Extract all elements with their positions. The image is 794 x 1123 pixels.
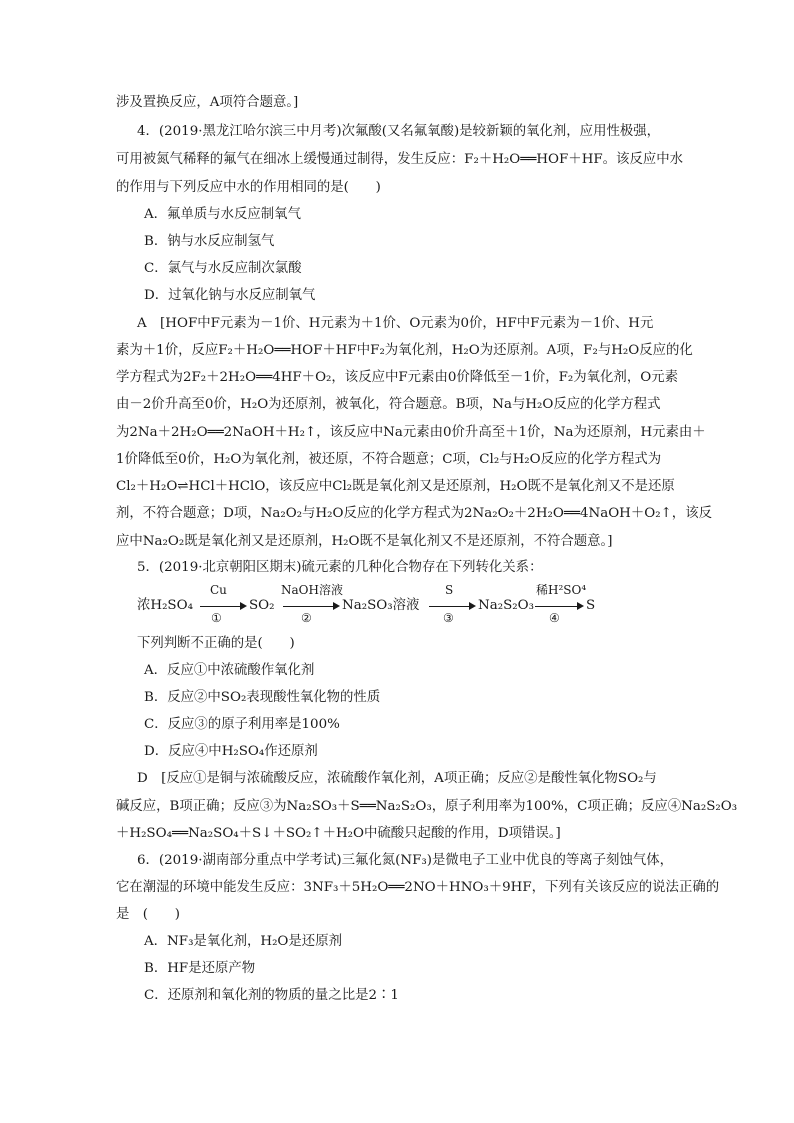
text-line: 剂，不符合题意；D项，Na₂O₂与H₂O反应的化学方程式为2Na₂O₂＋2H₂O══4NaOH＋O₂↑，该反 [116,506,712,521]
arrow-1 [200,606,240,607]
text-line: 涉及置换反应，A项符合题意。] [116,95,299,110]
scheme-start: 浓H₂SO₄ [137,598,193,613]
option-b: B．反应②中SO₂表现酸性氧化物的性质 [144,690,381,705]
question-5-prompt: 下列判断不正确的是( ) [137,636,295,651]
option-d: D．反应④中H₂SO₄作还原剂 [144,744,318,759]
arrow-3-head [469,602,476,610]
arrow-1-below: ① [211,611,222,625]
scheme-product-1: SO₂ [249,598,275,613]
arrow-3-above: S [445,583,454,597]
text-line: Cl₂＋H₂O⇌HCl＋HClO，该反应中Cl₂既是氧化剂又是还原剂，H₂O既不是氧化剂又不是还原 [116,479,675,494]
answer-4: A [HOF中F元素为－1价、H元素为＋1价、O元素为0价，HF中F元素为－1价、H元 [137,316,654,331]
text-line: 应中Na₂O₂既是氧化剂又是还原剂，H₂O既不是氧化剂又不是还原剂，不符合题意。] [116,534,613,549]
option-c: C．还原剂和氧化剂的物质的量之比是2∶1 [144,988,399,1003]
text-line: 的作用与下列反应中水的作用相同的是( ) [116,180,381,195]
text-line: 为2Na＋2H₂O══2NaOH＋H₂↑，该反应中Na元素由0价升高至＋1价，Na为还原剂，H元素由＋ [116,425,706,440]
arrow-3-below: ③ [443,611,454,625]
option-a: A．氟单质与水反应制氧气 [144,207,301,222]
arrow-2 [283,606,333,607]
text-line: 可用被氮气稀释的氟气在细冰上缓慢通过制得，发生反应：F₂＋H₂O══HOF＋HF。该反应中水 [116,152,684,167]
text-line: 是 ( ) [116,907,181,922]
scheme-product-4: S [586,598,596,613]
option-c: C．氯气与水反应制次氯酸 [144,261,302,276]
arrow-4-head [577,602,584,610]
option-d: D．过氧化钠与水反应制氧气 [144,288,316,303]
text-line: 素为＋1价，反应F₂＋H₂O══HOF＋HF中F₂为氧化剂，H₂O为还原剂。A项，F₂与H₂O反应的化 [116,343,693,358]
arrow-4 [535,606,577,607]
arrow-3 [429,606,469,607]
arrow-1-above: Cu [210,583,227,597]
question-5-stem: 5．(2019·北京朝阳区期末)硫元素的几种化合物存在下列转化关系： [137,560,543,575]
text-line: ＋H₂SO₄══Na₂SO₄＋S↓＋SO₂↑＋H₂O中硫酸只起酸的作用，D项错误。] [116,826,561,841]
question-6-stem: 6．(2019·湖南部分重点中学考试)三氟化氮(NF₃)是微电子工业中优良的等离子刻蚀气体， [137,853,674,868]
conversion-scheme [137,584,617,632]
arrow-4-below: ④ [549,611,560,625]
option-b: B．钠与水反应制氢气 [144,234,275,249]
question-4-stem: 4．(2019·黑龙江哈尔滨三中月考)次氟酸(又名氟氧酸)是较新颖的氧化剂，应用性极强， [137,124,661,139]
text-line: 由－2价升高至0价，H₂O为还原剂，被氧化，符合题意。B项，Na与H₂O反应的化学方程式 [116,397,661,412]
option-a: A．反应①中浓硫酸作氧化剂 [144,663,315,678]
text-line: 1价降低至0价，H₂O为氧化剂，被还原，不符合题意；C项，Cl₂与H₂O反应的化学方程式为 [116,452,662,467]
option-a: A．NF₃是氧化剂，H₂O是还原剂 [144,934,342,949]
text-line: 碱反应，B项正确；反应③为Na₂SO₃＋S══Na₂S₂O₃，原子利用率为100%，C项正确；反应④Na₂S₂O₃ [116,799,738,814]
option-b: B．HF是还原产物 [144,961,256,976]
arrow-2-head [333,602,340,610]
text-line: 学方程式为2F₂＋2H₂O══4HF＋O₂，该反应中F元素由0价降低至－1价，F₂为氧化剂，O元素 [116,370,678,385]
arrow-4-above: 稀H²SO⁴ [536,583,587,597]
option-c: C．反应③的原子利用率是100% [144,717,340,732]
answer-5: D [反应①是铜与浓硫酸反应，浓硫酸作氧化剂，A项正确；反应②是酸性氧化物SO₂与 [137,771,657,786]
text-line: 它在潮湿的环境中能发生反应：3NF₃＋5H₂O══2NO＋HNO₃＋9HF，下列有关该反应的说法正确的 [116,880,720,895]
scheme-product-3: Na₂S₂O₃ [478,598,534,613]
arrow-2-above: NaOH溶液 [281,583,343,597]
scheme-product-2: Na₂SO₃溶液 [342,598,420,613]
arrow-2-below: ② [301,611,312,625]
arrow-1-head [240,602,247,610]
